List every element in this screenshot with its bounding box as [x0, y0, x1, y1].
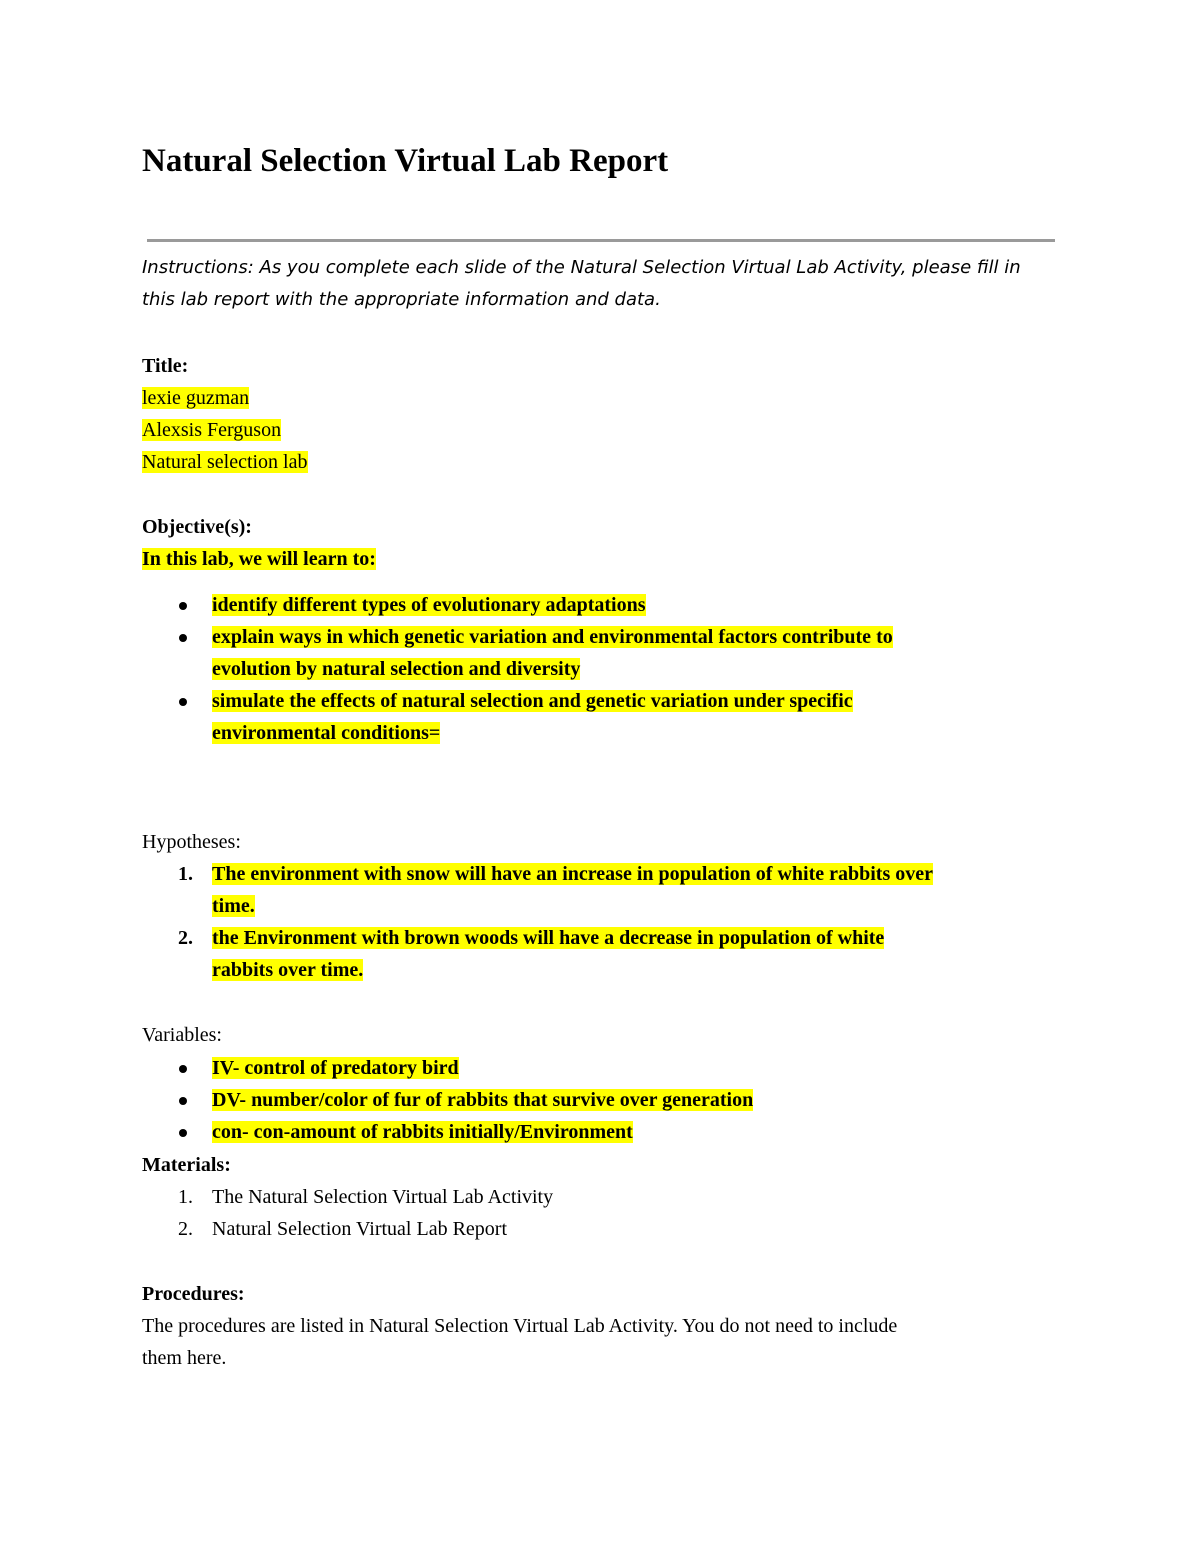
instructions-text: Instructions: As you complete each slide of the Natural Selection Virtual Lab Activity, please fill in this lab report with the appropriate information and data. — [142, 257, 1021, 310]
objectives-section — [142, 511, 1062, 575]
list-number: 1. — [178, 1186, 193, 1208]
bullet-icon — [179, 698, 187, 706]
list-item: explain ways in which genetic variation and environmental factors contribute to — [142, 621, 1062, 653]
list-number: 2. — [178, 927, 193, 949]
list-item: 1. The environment with snow will have an increase in population of white rabbits over — [142, 858, 1062, 890]
materials-section — [142, 1149, 1062, 1181]
list-number: 1. — [178, 863, 193, 885]
objectives-intro: In this lab, we will learn to: — [142, 548, 376, 570]
materials-list — [142, 1181, 1062, 1245]
list-item: con- con-amount of rabbits initially/Environment — [142, 1116, 1062, 1148]
objectives-list — [142, 589, 1062, 749]
procedures-text-line-2: them here. — [142, 1347, 227, 1369]
hypotheses-heading: Hypotheses: — [142, 831, 241, 853]
list-item: simulate the effects of natural selection and genetic variation under specific — [142, 685, 1062, 717]
list-item-continuation: evolution by natural selection and diversity — [212, 658, 581, 680]
horizontal-divider — [147, 239, 1055, 242]
list-item: identify different types of evolutionary adaptations — [142, 589, 1062, 621]
page-title: Natural Selection Virtual Lab Report — [142, 143, 669, 179]
bullet-icon — [179, 1097, 187, 1105]
variables-heading: Variables: — [142, 1024, 222, 1046]
author-name-1: lexie guzman — [142, 387, 250, 409]
bullet-icon — [179, 1065, 187, 1073]
title-heading: Title: — [142, 355, 189, 377]
variables-section — [142, 1019, 1062, 1051]
list-item-continuation: time. — [212, 895, 255, 917]
procedures-section — [142, 1278, 1062, 1374]
list-item-continuation: rabbits over time. — [212, 959, 364, 981]
materials-heading: Materials: — [142, 1154, 231, 1176]
procedures-text-line-1: The procedures are listed in Natural Selection Virtual Lab Activity. You do not need to include — [142, 1315, 898, 1337]
objectives-heading: Objective(s): — [142, 516, 252, 538]
list-item: DV- number/color of fur of rabbits that survive over generation — [142, 1084, 1062, 1116]
list-item-continuation: environmental conditions= — [212, 722, 441, 744]
list-item: 2. Natural Selection Virtual Lab Report — [142, 1213, 1062, 1245]
lab-title: Natural selection lab — [142, 451, 308, 473]
list-item: 1. The Natural Selection Virtual Lab Activity — [142, 1181, 1062, 1213]
title-section — [142, 350, 1062, 478]
hypotheses-list — [142, 858, 1062, 986]
hypotheses-section — [142, 826, 1062, 858]
list-number: 2. — [178, 1218, 193, 1240]
variables-list — [142, 1052, 1062, 1148]
bullet-icon — [179, 602, 187, 610]
bullet-icon — [179, 1129, 187, 1137]
bullet-icon — [179, 634, 187, 642]
list-item: IV- control of predatory bird — [142, 1052, 1062, 1084]
author-name-2: Alexsis Ferguson — [142, 419, 282, 441]
list-item: 2. the Environment with brown woods will have a decrease in population of white — [142, 922, 1062, 954]
procedures-heading: Procedures: — [142, 1283, 245, 1305]
